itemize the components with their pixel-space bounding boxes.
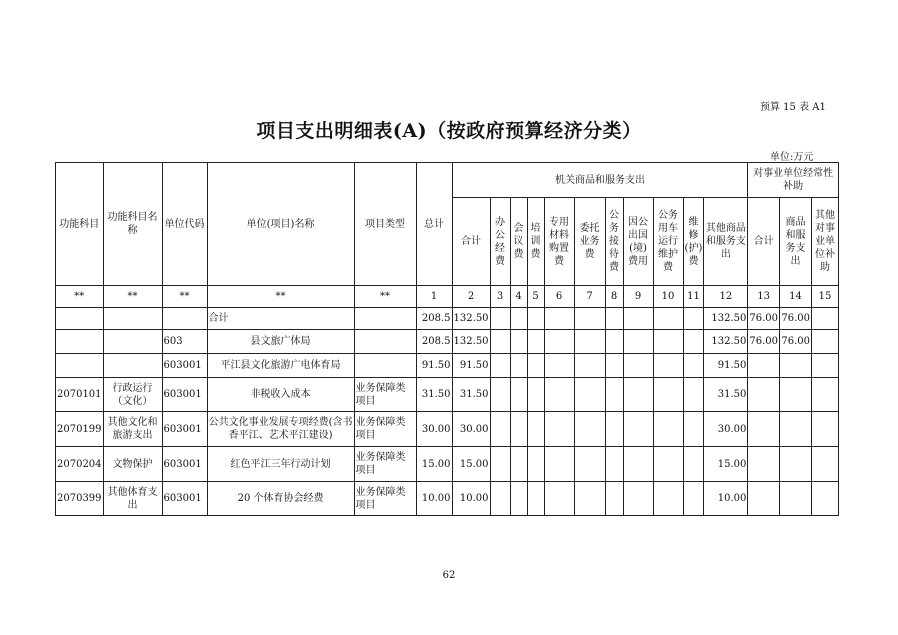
cell	[574, 354, 605, 378]
cell	[574, 330, 605, 354]
cell	[653, 482, 683, 516]
cell-func-code	[56, 308, 104, 330]
cell	[544, 308, 574, 330]
cell-total: 31.50	[416, 378, 452, 412]
cell-func-code	[56, 354, 104, 378]
cell	[574, 482, 605, 516]
cell-unit-code	[162, 308, 207, 330]
cell	[574, 447, 605, 482]
cell	[527, 412, 544, 447]
cell-s-goods	[780, 482, 812, 516]
cell	[623, 308, 653, 330]
cell	[605, 412, 623, 447]
cell-unit-code: 603001	[162, 482, 207, 516]
cell	[623, 378, 653, 412]
hdr-c-reception: 公务接待费	[605, 198, 623, 286]
index-cell: 2	[452, 286, 490, 308]
cell	[683, 482, 704, 516]
cell	[527, 447, 544, 482]
cell	[812, 354, 839, 378]
cell	[812, 378, 839, 412]
cell-s-goods: 76.00	[780, 330, 812, 354]
cell	[544, 354, 574, 378]
cell-c-total: 132.50	[452, 330, 490, 354]
cell	[510, 482, 527, 516]
cell	[812, 482, 839, 516]
cell	[510, 378, 527, 412]
hdr-c-repair: 维修(护)费	[683, 198, 704, 286]
cell-unit-name: 20 个体育协会经费	[207, 482, 354, 516]
cell-proj-type	[354, 308, 416, 330]
cell-unit-name: 公共文化事业发展专项经费(含书香平江、艺术平江建设)	[207, 412, 354, 447]
cell-total: 15.00	[416, 447, 452, 482]
cell	[653, 378, 683, 412]
cell-c-total: 30.00	[452, 412, 490, 447]
table-row	[56, 412, 839, 447]
cell-total: 91.50	[416, 354, 452, 378]
cell	[812, 330, 839, 354]
cell-s-total	[748, 412, 780, 447]
table-row	[56, 447, 839, 482]
cell	[653, 447, 683, 482]
cell	[574, 308, 605, 330]
index-cell: **	[207, 286, 354, 308]
cell-c-other: 15.00	[704, 447, 748, 482]
cell-proj-type: 业务保障类项目	[354, 482, 416, 516]
hdr-c-total: 合计	[452, 198, 490, 286]
cell-unit-name: 红色平江三年行动计划	[207, 447, 354, 482]
index-cell: 1	[416, 286, 452, 308]
cell	[574, 412, 605, 447]
cell-s-goods	[780, 447, 812, 482]
cell	[683, 308, 704, 330]
cell-c-other: 31.50	[704, 378, 748, 412]
cell-func-code: 2070399	[56, 482, 104, 516]
cell	[605, 354, 623, 378]
hdr-c-vehicle: 公务用车运行维护费	[653, 198, 683, 286]
cell	[683, 447, 704, 482]
index-cell: 14	[780, 286, 812, 308]
cell-total: 10.00	[416, 482, 452, 516]
index-cell: 5	[527, 286, 544, 308]
table-row	[56, 482, 839, 516]
index-cell: **	[162, 286, 207, 308]
cell-c-other: 30.00	[704, 412, 748, 447]
cell-s-goods	[780, 412, 812, 447]
cell-func-name	[103, 330, 162, 354]
cell	[490, 354, 510, 378]
cell	[683, 378, 704, 412]
cell-s-total	[748, 482, 780, 516]
cell-func-code: 2070101	[56, 378, 104, 412]
cell-unit-name: 非税收入成本	[207, 378, 354, 412]
cell-unit-code: 603001	[162, 354, 207, 378]
cell-s-goods	[780, 378, 812, 412]
hdr-proj-type: 项目类型	[354, 163, 416, 286]
cell	[544, 412, 574, 447]
cell	[510, 308, 527, 330]
cell	[683, 412, 704, 447]
cell-unit-name: 平江县文化旅游广电体育局	[207, 354, 354, 378]
cell	[490, 412, 510, 447]
cell-s-total: 76.00	[748, 330, 780, 354]
cell-func-name	[103, 308, 162, 330]
cell	[812, 447, 839, 482]
cell-s-goods: 76.00	[780, 308, 812, 330]
hdr-group-goods: 机关商品和服务支出	[452, 163, 748, 198]
cell	[510, 447, 527, 482]
unit-label: 单位:万元	[770, 152, 814, 163]
cell-proj-type	[354, 330, 416, 354]
hdr-s-total: 合计	[748, 198, 780, 286]
index-cell: **	[56, 286, 104, 308]
cell-c-other: 132.50	[704, 330, 748, 354]
cell	[510, 330, 527, 354]
cell	[490, 378, 510, 412]
hdr-c-other: 其他商品和服务支出	[704, 198, 748, 286]
cell	[544, 482, 574, 516]
cell-unit-name: 合计	[207, 308, 354, 330]
cell-func-name	[103, 354, 162, 378]
cell	[527, 330, 544, 354]
hdr-c-entrust: 委托业务费	[574, 198, 605, 286]
cell-c-total: 15.00	[452, 447, 490, 482]
cell	[510, 412, 527, 447]
table-row	[56, 354, 839, 378]
cell	[605, 308, 623, 330]
hdr-c-office: 办公经费	[490, 198, 510, 286]
cell	[527, 354, 544, 378]
index-cell: 12	[704, 286, 748, 308]
index-cell: **	[354, 286, 416, 308]
index-cell: 8	[605, 286, 623, 308]
cell	[574, 378, 605, 412]
cell-func-name: 其他文化和旅游支出	[103, 412, 162, 447]
index-cell: 15	[812, 286, 839, 308]
form-code: 预算 15 表 A1	[760, 102, 826, 113]
cell-c-total: 132.50	[452, 308, 490, 330]
hdr-total: 总计	[416, 163, 452, 286]
cell-proj-type	[354, 354, 416, 378]
cell-s-total	[748, 378, 780, 412]
cell-proj-type: 业务保障类项目	[354, 378, 416, 412]
cell-unit-code: 603001	[162, 378, 207, 412]
cell	[623, 447, 653, 482]
cell-total: 208.5	[416, 330, 452, 354]
index-row	[56, 286, 839, 308]
cell-s-total	[748, 354, 780, 378]
index-cell: 4	[510, 286, 527, 308]
cell-func-code: 2070204	[56, 447, 104, 482]
cell-unit-code: 603001	[162, 447, 207, 482]
page-number: 62	[442, 570, 456, 581]
index-cell: **	[103, 286, 162, 308]
cell-proj-type: 业务保障类项目	[354, 447, 416, 482]
cell-c-total: 31.50	[452, 378, 490, 412]
hdr-unit-name: 单位(项目)名称	[207, 163, 354, 286]
cell	[605, 482, 623, 516]
index-cell: 9	[623, 286, 653, 308]
cell-c-other: 10.00	[704, 482, 748, 516]
cell-unit-code: 603001	[162, 412, 207, 447]
cell-func-name: 文物保护	[103, 447, 162, 482]
cell	[544, 447, 574, 482]
hdr-c-meeting: 会议费	[510, 198, 527, 286]
cell	[490, 308, 510, 330]
cell-c-other: 132.50	[704, 308, 748, 330]
cell	[683, 354, 704, 378]
cell	[527, 378, 544, 412]
cell	[623, 482, 653, 516]
table-row	[56, 308, 839, 330]
index-cell: 10	[653, 286, 683, 308]
cell-total: 30.00	[416, 412, 452, 447]
cell	[490, 482, 510, 516]
page-title: 项目支出明细表(A)（按政府预算经济分类）	[256, 120, 642, 142]
cell	[623, 412, 653, 447]
cell-s-goods	[780, 354, 812, 378]
cell	[653, 308, 683, 330]
cell	[653, 330, 683, 354]
cell	[490, 330, 510, 354]
index-cell: 6	[544, 286, 574, 308]
cell	[605, 378, 623, 412]
table-row	[56, 378, 839, 412]
cell-c-other: 91.50	[704, 354, 748, 378]
cell-func-name: 行政运行（文化）	[103, 378, 162, 412]
index-cell: 13	[748, 286, 780, 308]
index-cell: 7	[574, 286, 605, 308]
cell-unit-code: 603	[162, 330, 207, 354]
hdr-c-training: 培训费	[527, 198, 544, 286]
expenditure-table	[55, 162, 839, 516]
hdr-group-subsidy: 对事业单位经常性补助	[748, 163, 839, 198]
cell	[623, 330, 653, 354]
cell-c-total: 91.50	[452, 354, 490, 378]
cell-proj-type: 业务保障类项目	[354, 412, 416, 447]
hdr-func-name: 功能科目名称	[103, 163, 162, 286]
cell	[605, 330, 623, 354]
hdr-c-abroad: 因公出国(境)费用	[623, 198, 653, 286]
cell	[544, 330, 574, 354]
cell	[605, 447, 623, 482]
cell	[623, 354, 653, 378]
cell	[527, 308, 544, 330]
table-row	[56, 330, 839, 354]
cell-c-total: 10.00	[452, 482, 490, 516]
hdr-s-goods: 商品和服务支出	[780, 198, 812, 286]
index-cell: 11	[683, 286, 704, 308]
cell-unit-name: 县文旅广体局	[207, 330, 354, 354]
cell	[544, 378, 574, 412]
cell	[812, 308, 839, 330]
cell	[527, 482, 544, 516]
cell	[812, 412, 839, 447]
hdr-unit-code: 单位代码	[162, 163, 207, 286]
cell-s-total	[748, 447, 780, 482]
cell-func-code: 2070199	[56, 412, 104, 447]
hdr-c-material: 专用材料购置费	[544, 198, 574, 286]
cell	[510, 354, 527, 378]
cell-func-name: 其他体育支出	[103, 482, 162, 516]
cell-total: 208.5	[416, 308, 452, 330]
index-cell: 3	[490, 286, 510, 308]
hdr-s-other: 其他对事业单位补助	[812, 198, 839, 286]
cell-func-code	[56, 330, 104, 354]
cell-s-total: 76.00	[748, 308, 780, 330]
hdr-func-code: 功能科目	[56, 163, 104, 286]
cell	[490, 447, 510, 482]
cell	[683, 330, 704, 354]
cell	[653, 354, 683, 378]
cell	[653, 412, 683, 447]
